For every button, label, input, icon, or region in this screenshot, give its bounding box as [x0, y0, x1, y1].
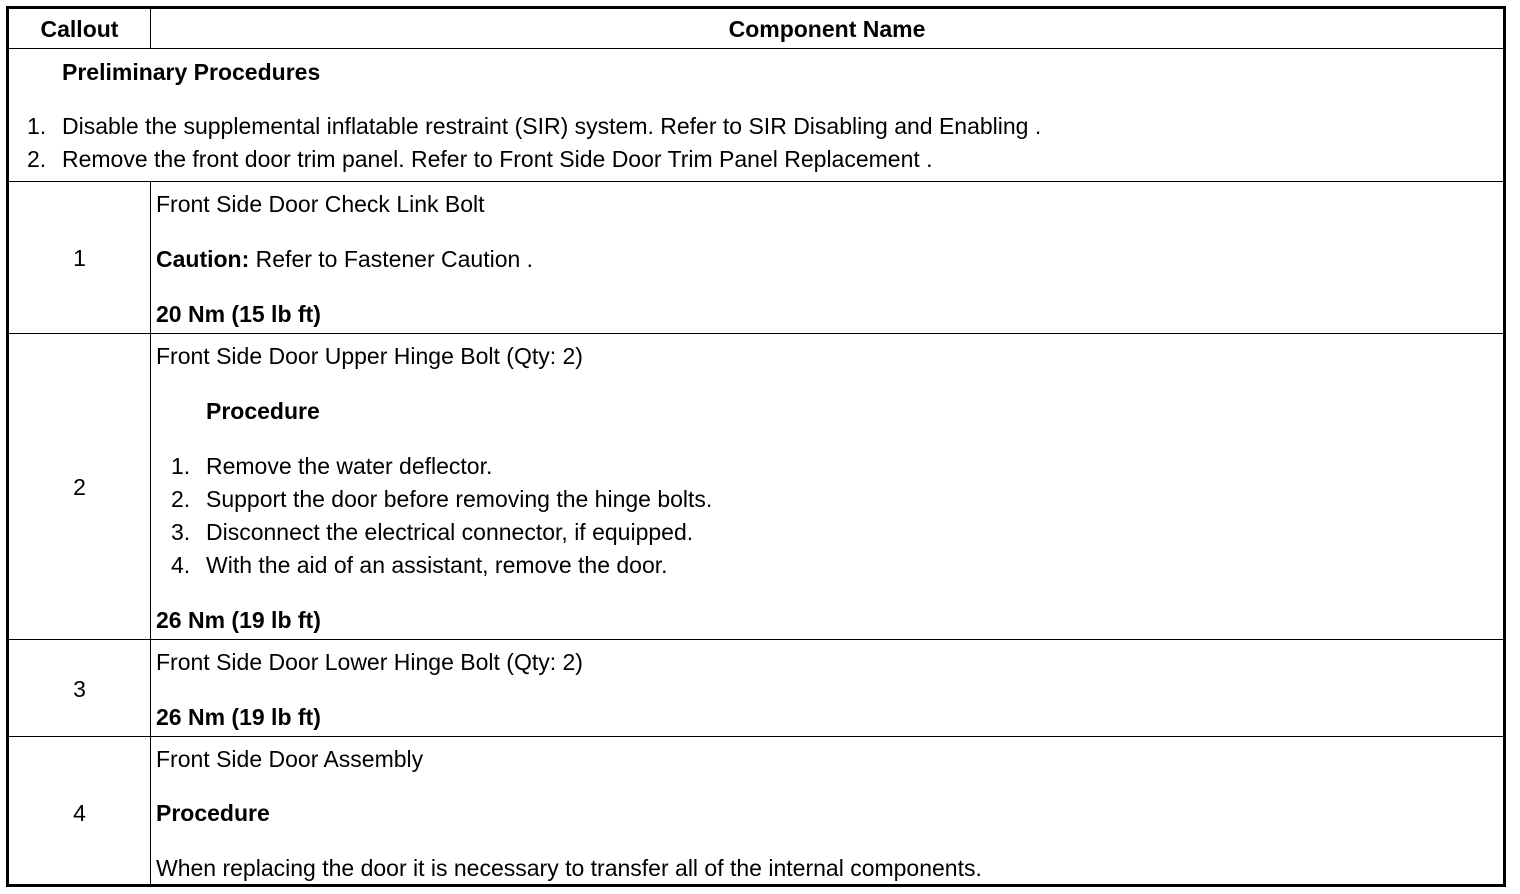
table-row: [9, 640, 1503, 737]
callout-cell: [9, 182, 151, 333]
table-header-row: [9, 9, 1503, 49]
component-cell: [151, 334, 1503, 639]
procedure-title: Procedure: [156, 800, 270, 826]
preliminary-step-num: 1.: [27, 113, 47, 139]
component-name: Front Side Door Lower Hinge Bolt (Qty: 2): [156, 649, 583, 675]
procedure-step-text: With the aid of an assistant, remove the door.: [206, 552, 668, 578]
torque-spec: 20 Nm (15 lb ft): [156, 301, 321, 327]
component-cell: [151, 640, 1503, 736]
header-name-cell: [151, 9, 1503, 48]
header-callout: Callout: [40, 16, 119, 42]
caution-line: [156, 245, 533, 273]
component-name: Front Side Door Upper Hinge Bolt (Qty: 2): [156, 343, 583, 369]
procedure-title: Procedure: [206, 398, 320, 424]
component-cell: [151, 737, 1503, 884]
table-row: [9, 182, 1503, 334]
procedure-step-num: 2.: [171, 486, 191, 512]
callout-number: 2: [73, 474, 86, 500]
component-name: Front Side Door Assembly: [156, 746, 424, 772]
preliminary-step-text: Disable the supplemental inflatable restraint (SIR) system. Refer to SIR Disabling and Enabling .: [62, 113, 1042, 139]
caution-text: Refer to Fastener Caution .: [249, 246, 534, 272]
procedure-note: When replacing the door it is necessary to transfer all of the internal components.: [156, 855, 982, 881]
component-table: [6, 6, 1506, 887]
header-component-name: Component Name: [728, 16, 926, 42]
callout-number: 1: [73, 245, 86, 271]
callout-cell: [9, 640, 151, 736]
table-row: [9, 334, 1503, 640]
component-name: Front Side Door Check Link Bolt: [156, 191, 485, 217]
preliminary-title: Preliminary Procedures: [62, 59, 321, 85]
preliminary-step-text: Remove the front door trim panel. Refer to Front Side Door Trim Panel Replacement .: [62, 146, 933, 172]
procedure-step-num: 1.: [171, 453, 191, 479]
procedure-step-text: Support the door before removing the hinge bolts.: [206, 486, 713, 512]
header-callout-cell: [9, 9, 151, 48]
callout-cell: [9, 334, 151, 639]
callout-number: 4: [73, 800, 86, 826]
component-cell: [151, 182, 1503, 333]
table-row: [9, 737, 1503, 884]
torque-spec: 26 Nm (19 lb ft): [156, 704, 321, 730]
callout-cell: [9, 737, 151, 884]
procedure-step-text: Disconnect the electrical connector, if equipped.: [206, 519, 694, 545]
caution-label: Caution:: [156, 246, 250, 272]
procedure-step-num: 3.: [171, 519, 191, 545]
procedure-step-text: Remove the water deflector.: [206, 453, 493, 479]
procedure-step-num: 4.: [171, 552, 191, 578]
preliminary-step-num: 2.: [27, 146, 47, 172]
torque-spec: 26 Nm (19 lb ft): [156, 607, 321, 633]
callout-number: 3: [73, 676, 86, 702]
preliminary-row: [9, 49, 1503, 182]
